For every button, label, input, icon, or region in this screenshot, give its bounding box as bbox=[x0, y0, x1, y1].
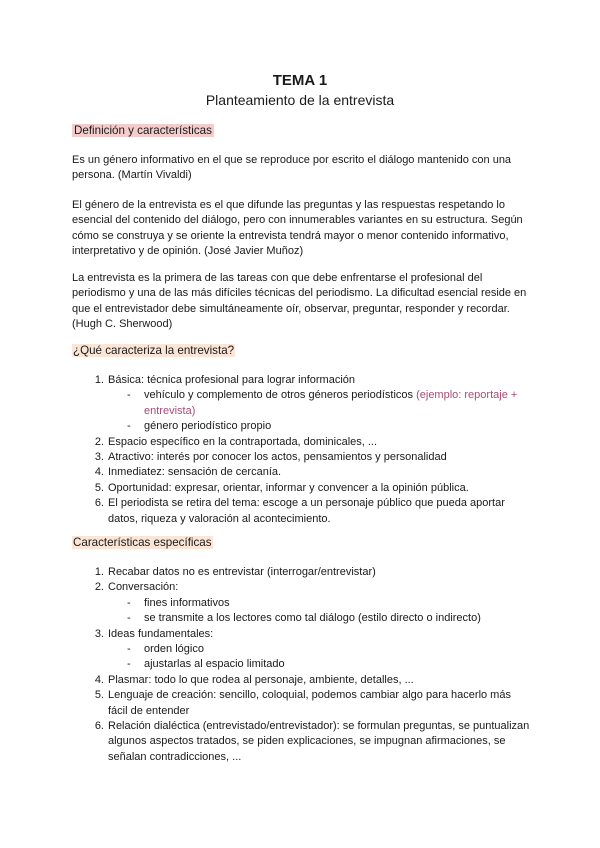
list-item-number: 3. bbox=[94, 627, 104, 640]
list-item-text: Plasmar: todo lo que rodea al personaje, ambiente, detalles, ... bbox=[108, 673, 414, 686]
section-heading-text: Definición y características bbox=[74, 124, 212, 137]
list-caracteriza bbox=[72, 373, 532, 527]
list-item-text: Ideas fundamentales: bbox=[108, 627, 214, 640]
paragraph-2: El género de la entrevista es el que difunde las preguntas y las respuestas respetando lo esencial del contenido del diálogo, pero con innumerables variantes en su estructura. Según cómo se construya y se oriente la entrevista tendrá mayor o menor contenido informativo, interpretativo y de opinión. (José Javier Muñoz) bbox=[72, 199, 523, 258]
list-item bbox=[72, 627, 532, 642]
dash-bullet: - bbox=[127, 643, 131, 656]
list-item bbox=[72, 580, 532, 595]
list-item bbox=[72, 719, 532, 765]
sub-item-text: género periodístico propio bbox=[144, 420, 272, 433]
list-item-number: 3. bbox=[94, 451, 104, 464]
list-item-text: Lenguaje de creación: sencillo, coloquial, podemos cambiar algo para hacerlo más fácil de entender bbox=[108, 689, 511, 717]
list-item bbox=[72, 373, 532, 388]
list-item-text: Inmediatez: sensación de cercanía. bbox=[108, 466, 282, 479]
paragraph-3: La entrevista es la primera de las tareas con que debe enfrentarse el profesional del periodismo y una de las más difíciles técnicas del periodismo. La dificultad esencial reside en que el entrevistador debe simultáneamente oír, observar, preguntar, responder y recordar. (Hugh C. Sherwood) bbox=[72, 272, 527, 331]
list-item-text: Conversación: bbox=[108, 581, 179, 594]
list-item-number: 5. bbox=[94, 481, 104, 494]
list-item-text: El periodista se retira del tema: escoge a un personaje público que pueda aportar datos, riqueza y valoración al acontecimiento. bbox=[108, 497, 505, 525]
sub-list-item bbox=[72, 611, 532, 626]
dash-bullet: - bbox=[127, 420, 131, 433]
paragraph-1: Es un género informativo en el que se reproduce por escrito el diálogo mantenido con una persona. (Martín Vivaldi) bbox=[72, 154, 512, 182]
list-item bbox=[72, 673, 532, 688]
list-item-text: Básica: técnica profesional para lograr información bbox=[108, 374, 356, 386]
list-item bbox=[72, 465, 532, 480]
sub-item-note: (ejemplo: reportaje + entrevista) bbox=[144, 389, 518, 417]
list-especificas bbox=[72, 565, 532, 765]
list-item bbox=[72, 435, 532, 450]
list-item-text: Relación dialéctica (entrevistado/entrevistador): se formulan preguntas, se puntualizan algunos aspectos tratados, se piden explicaciones, se impugnan afirmaciones, se señalan contradicciones, ... bbox=[108, 720, 530, 763]
list-item-number: 5. bbox=[94, 689, 104, 702]
list-item-text: Oportunidad: expresar, orientar, informar y convencer a la opinión pública. bbox=[108, 481, 469, 494]
list-item bbox=[72, 496, 532, 527]
section-heading-definicion bbox=[72, 124, 214, 137]
list-item-number: 1. bbox=[94, 566, 104, 578]
sub-item-text: ajustarlas al espacio limitado bbox=[144, 658, 285, 671]
section-heading-text: Características específicas bbox=[73, 536, 212, 549]
sub-list-item bbox=[72, 419, 532, 434]
sub-item-text: orden lógico bbox=[144, 643, 204, 656]
list-item-number: 6. bbox=[94, 497, 104, 510]
sub-item-text: fines informativos bbox=[144, 596, 230, 609]
list-item bbox=[72, 688, 532, 719]
section-heading-especificas bbox=[72, 536, 213, 549]
sub-list-item bbox=[72, 388, 532, 419]
document-subtitle: Planteamiento de la entrevista bbox=[205, 92, 395, 108]
list-item bbox=[72, 481, 532, 496]
list-item-number: 4. bbox=[94, 673, 104, 686]
list-item-number: 2. bbox=[94, 435, 104, 448]
dash-bullet: - bbox=[127, 612, 131, 625]
dash-bullet: - bbox=[127, 389, 131, 402]
sub-list-item bbox=[72, 657, 532, 672]
list-item-text: Espacio específico en la contraportada, dominicales, ... bbox=[108, 435, 378, 448]
section-heading-text: ¿Qué caracteriza la entrevista? bbox=[73, 344, 235, 357]
list-item-text: Atractivo: interés por conocer los actos, pensamientos y personalidad bbox=[108, 451, 447, 464]
list-item-number: 2. bbox=[94, 581, 104, 594]
section-heading-caracteriza bbox=[72, 344, 235, 357]
document-title: TEMA 1 bbox=[272, 72, 328, 89]
list-item-text: Recabar datos no es entrevistar (interrogar/entrevistar) bbox=[108, 566, 376, 578]
sub-item-text: se transmite a los lectores como tal diálogo (estilo directo o indirecto) bbox=[144, 612, 481, 625]
list-item-number: 6. bbox=[94, 720, 104, 733]
dash-bullet: - bbox=[127, 596, 131, 609]
list-item-number: 1. bbox=[94, 374, 104, 386]
dash-bullet: - bbox=[127, 658, 131, 671]
sub-item-text: vehículo y complemento de otros géneros periodísticos bbox=[144, 389, 417, 402]
sub-list-item bbox=[72, 642, 532, 657]
sub-list-item bbox=[72, 596, 532, 611]
list-item bbox=[72, 450, 532, 465]
list-item-number: 4. bbox=[94, 466, 104, 479]
list-item bbox=[72, 565, 532, 580]
